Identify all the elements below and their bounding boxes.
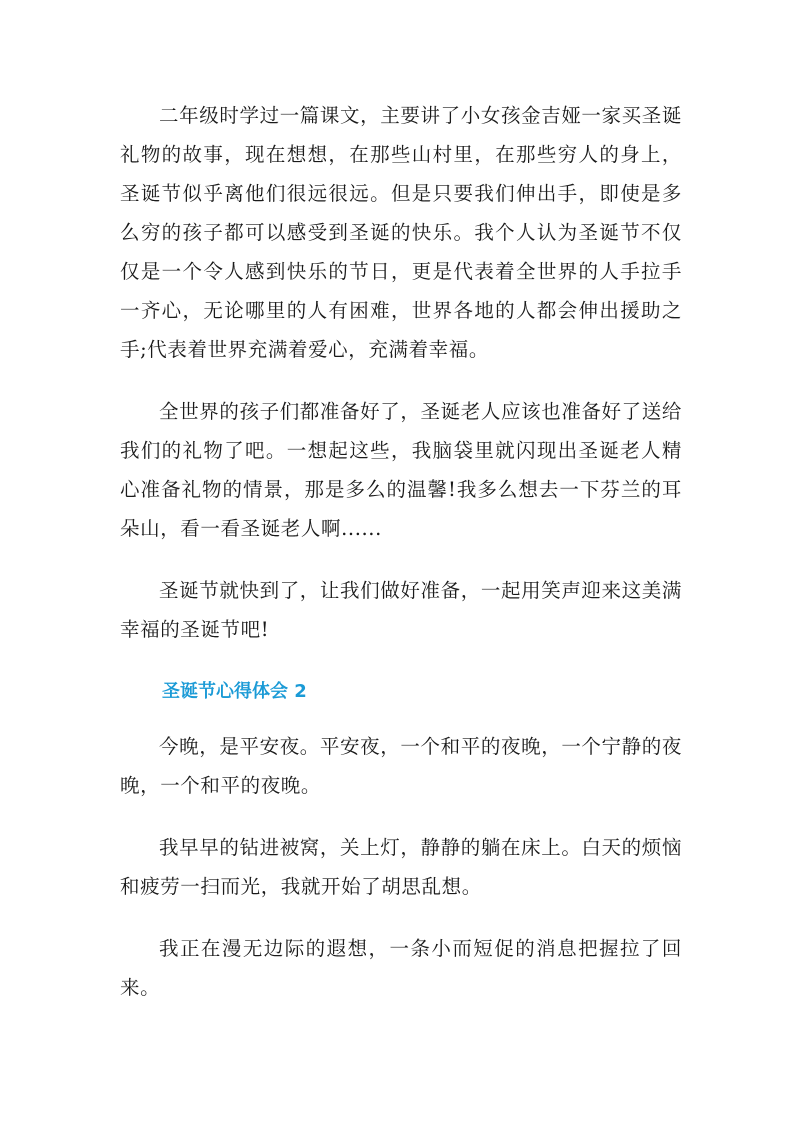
paragraph: 圣诞节就快到了，让我们做好准备，一起用笑声迎来这美满幸福的圣诞节吧! bbox=[120, 579, 682, 641]
paragraph: 全世界的孩子们都准备好了，圣诞老人应该也准备好了送给我们的礼物了吧。一想起这些，我脑袋里就闪现出圣诞老人精心准备礼物的情景，那是多么的温馨!我多么想去一下芬兰的耳朵山，看一看圣诞老人啊...... bbox=[120, 400, 682, 540]
paragraph: 我早早的钻进被窝，关上灯，静静的躺在床上。白天的烦恼和疲劳一扫而光，我就开始了胡思乱想。 bbox=[120, 836, 682, 898]
paragraph: 我正在漫无边际的遐想，一条小而短促的消息把握拉了回来。 bbox=[120, 937, 682, 999]
section-heading: 圣诞节心得体会 2 bbox=[162, 681, 307, 702]
paragraph: 今晚，是平安夜。平安夜，一个和平的夜晚，一个宁静的夜晚，一个和平的夜晚。 bbox=[120, 735, 682, 797]
document-body bbox=[120, 96, 682, 1030]
paragraph: 二年级时学过一篇课文，主要讲了小女孩金吉娅一家买圣诞礼物的故事，现在想想，在那些山村里，在那些穷人的身上，圣诞节似乎离他们很远很远。但是只要我们伸出手，即使是多么穷的孩子都可以感受到圣诞的快乐。我个人认为圣诞节不仅仅是一个令人感到快乐的节日，更是代表着全世界的人手拉手一齐心，无论哪里的人有困难，世界各地的人都会伸出援助之手;代表着世界充满着爱心，充满着幸福。 bbox=[120, 104, 682, 361]
